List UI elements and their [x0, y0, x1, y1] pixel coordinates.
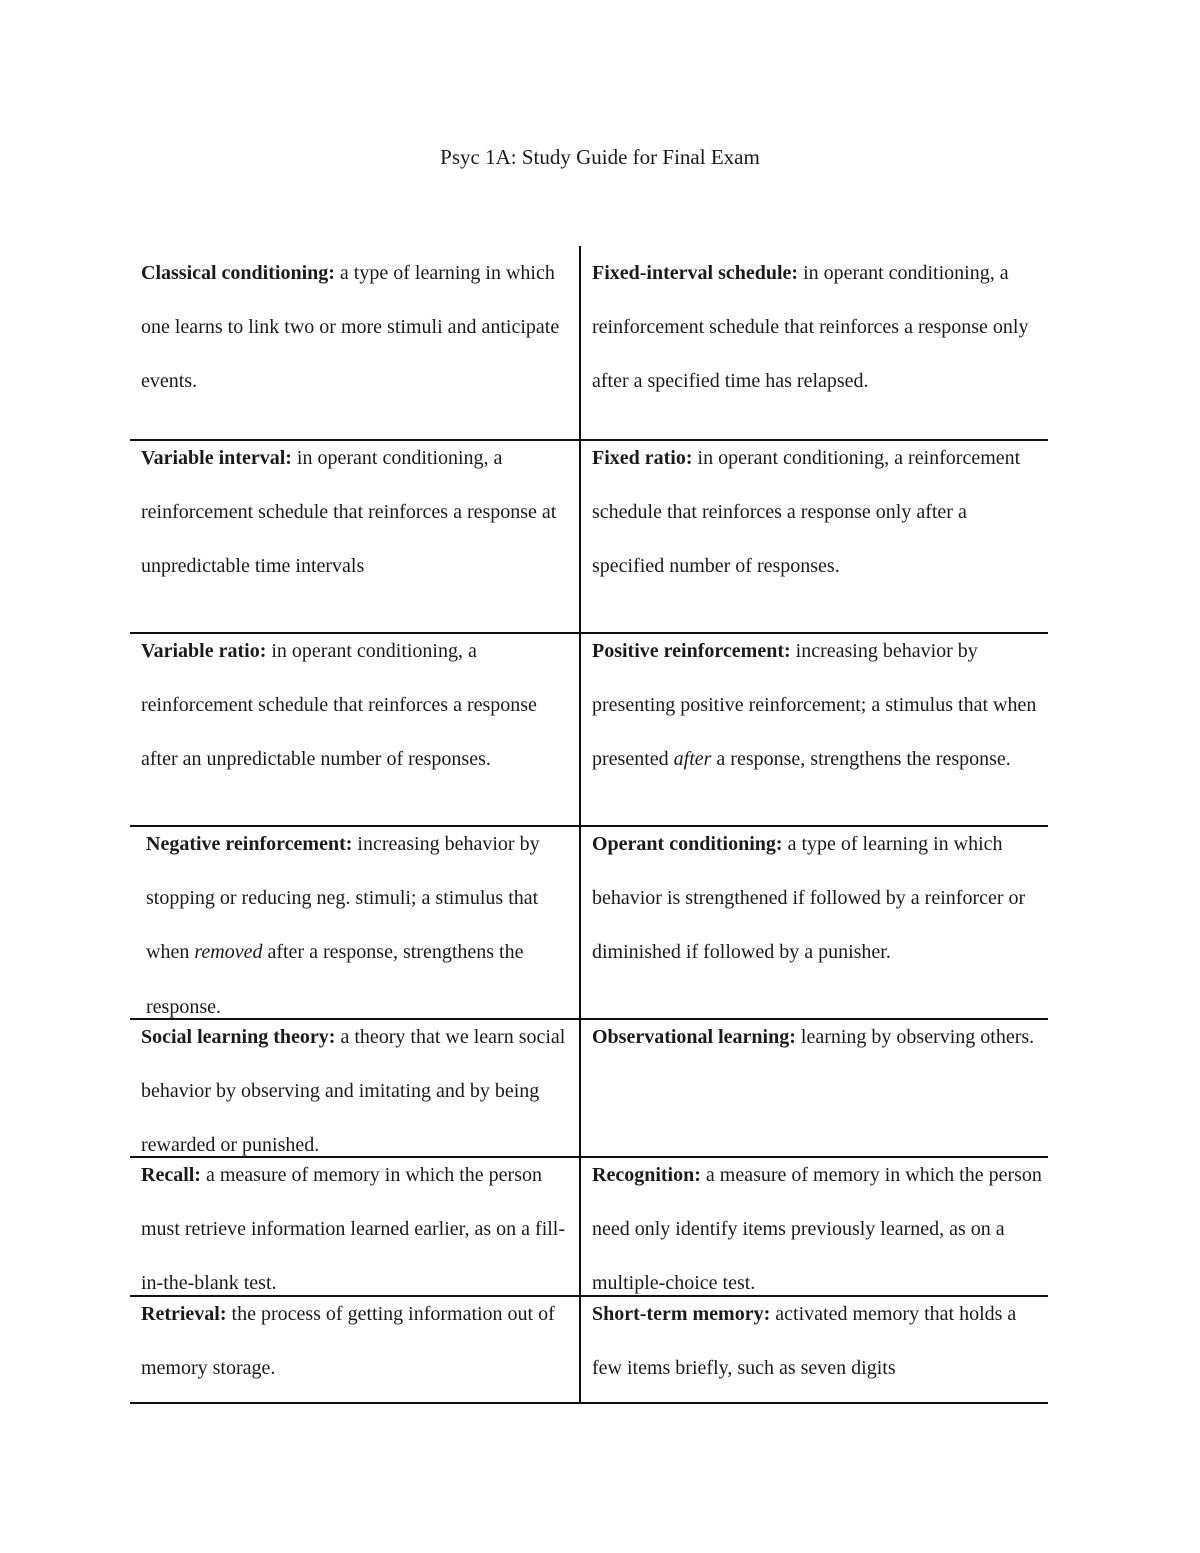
definition-text	[592, 431, 1044, 594]
definition-cell	[581, 431, 1048, 632]
definitions-table	[130, 246, 1048, 1404]
definition-cell	[581, 1148, 1048, 1295]
term-label: Social learning theory:	[141, 1026, 336, 1048]
definition-body: a type of learning in which one learns to link two or more stimuli and anticipate events.	[141, 262, 560, 393]
definition-cell	[581, 246, 1048, 439]
definition-text	[592, 817, 1044, 980]
definition-body: a measure of memory in which the person must retrieve information learned earlier, as on a fill-in-the-blank test.	[141, 1164, 566, 1295]
term-label: Variable interval:	[141, 447, 292, 469]
definition-text	[592, 624, 1044, 787]
definition-text	[592, 1287, 1044, 1395]
definition-body: a theory that we learn social behavior by observing and imitating and by being rewarded or punished.	[141, 1026, 566, 1156]
page-title: Psyc 1A: Study Guide for Final Exam	[440, 145, 760, 169]
definition-body: learning by observing others.	[795, 1026, 1035, 1048]
definition-cell	[581, 817, 1048, 1018]
definition-text	[592, 1010, 1044, 1064]
definition-body: the process of getting information out of memory storage.	[141, 1303, 555, 1380]
term-label: Fixed-interval schedule:	[592, 262, 799, 284]
term-label: Negative reinforcement:	[146, 833, 353, 855]
term-label: Recognition:	[592, 1164, 701, 1186]
term-label: Classical conditioning:	[141, 262, 335, 284]
definition-body: in operant conditioning, a reinforcement schedule that reinforces a response after an unpredictable number of responses.	[141, 640, 537, 771]
definition-cell	[130, 246, 581, 439]
definition-body: increasing behavior by stopping or reducing neg. stimuli; a stimulus that when	[146, 833, 540, 964]
definition-text	[141, 1148, 571, 1295]
term-label: Positive reinforcement:	[592, 640, 791, 662]
definition-cell	[130, 431, 581, 632]
definition-cell	[581, 1010, 1048, 1156]
definition-cell	[130, 1148, 581, 1295]
term-label: Retrieval:	[141, 1303, 227, 1325]
definition-body: a measure of memory in which the person need only identify items previously learned, as on a multiple-choice test.	[592, 1164, 1042, 1295]
term-label: Variable ratio:	[141, 640, 267, 662]
definition-cell	[581, 624, 1048, 825]
definition-body: a response, strengthens the response.	[711, 748, 1011, 771]
definition-text	[141, 1287, 571, 1395]
table-row	[130, 1158, 1048, 1297]
definition-body: in operant conditioning, a reinforcement schedule that reinforces a response only after a specified time has relapsed.	[592, 262, 1029, 393]
definition-body: after a response, strengthens the response.	[146, 941, 524, 1018]
definition-body: a type of learning in which behavior is strengthened if followed by a reinforcer or diminished if followed by a punisher.	[592, 833, 1026, 964]
definition-cell	[130, 817, 581, 1018]
definition-body: in operant conditioning, a reinforcement schedule that reinforces a response at unpredictable time intervals	[141, 447, 557, 578]
definition-text	[141, 624, 571, 787]
definition-cell	[130, 1010, 581, 1156]
definition-text	[141, 246, 571, 409]
table-row	[130, 1297, 1048, 1404]
table-row	[130, 441, 1048, 634]
definition-text	[592, 1148, 1044, 1295]
definition-cell	[130, 624, 581, 825]
definition-body: activated memory that holds a few items briefly, such as seven digits	[592, 1303, 1017, 1380]
table-row	[130, 634, 1048, 827]
term-label: Fixed ratio:	[592, 447, 693, 469]
table-row	[130, 246, 1048, 441]
definition-text	[141, 431, 571, 594]
table-row	[130, 1020, 1048, 1158]
emphasized-word: after	[673, 748, 712, 771]
term-label: Operant conditioning:	[592, 833, 783, 855]
definition-cell	[581, 1287, 1048, 1402]
term-label: Recall:	[141, 1164, 201, 1186]
term-label: Short-term memory:	[592, 1303, 771, 1325]
definition-text	[141, 1010, 571, 1156]
definition-body: in operant conditioning, a reinforcement schedule that reinforces a response only after a specified number of responses.	[592, 447, 1021, 578]
emphasized-word: removed	[194, 941, 263, 964]
definition-text	[592, 246, 1044, 409]
definition-body: increasing behavior by presenting positive reinforcement; a stimulus that when presented	[592, 640, 1037, 771]
definition-text	[141, 817, 571, 1018]
term-label: Observational learning:	[592, 1026, 796, 1048]
table-row	[130, 827, 1048, 1020]
definition-cell	[130, 1287, 581, 1402]
